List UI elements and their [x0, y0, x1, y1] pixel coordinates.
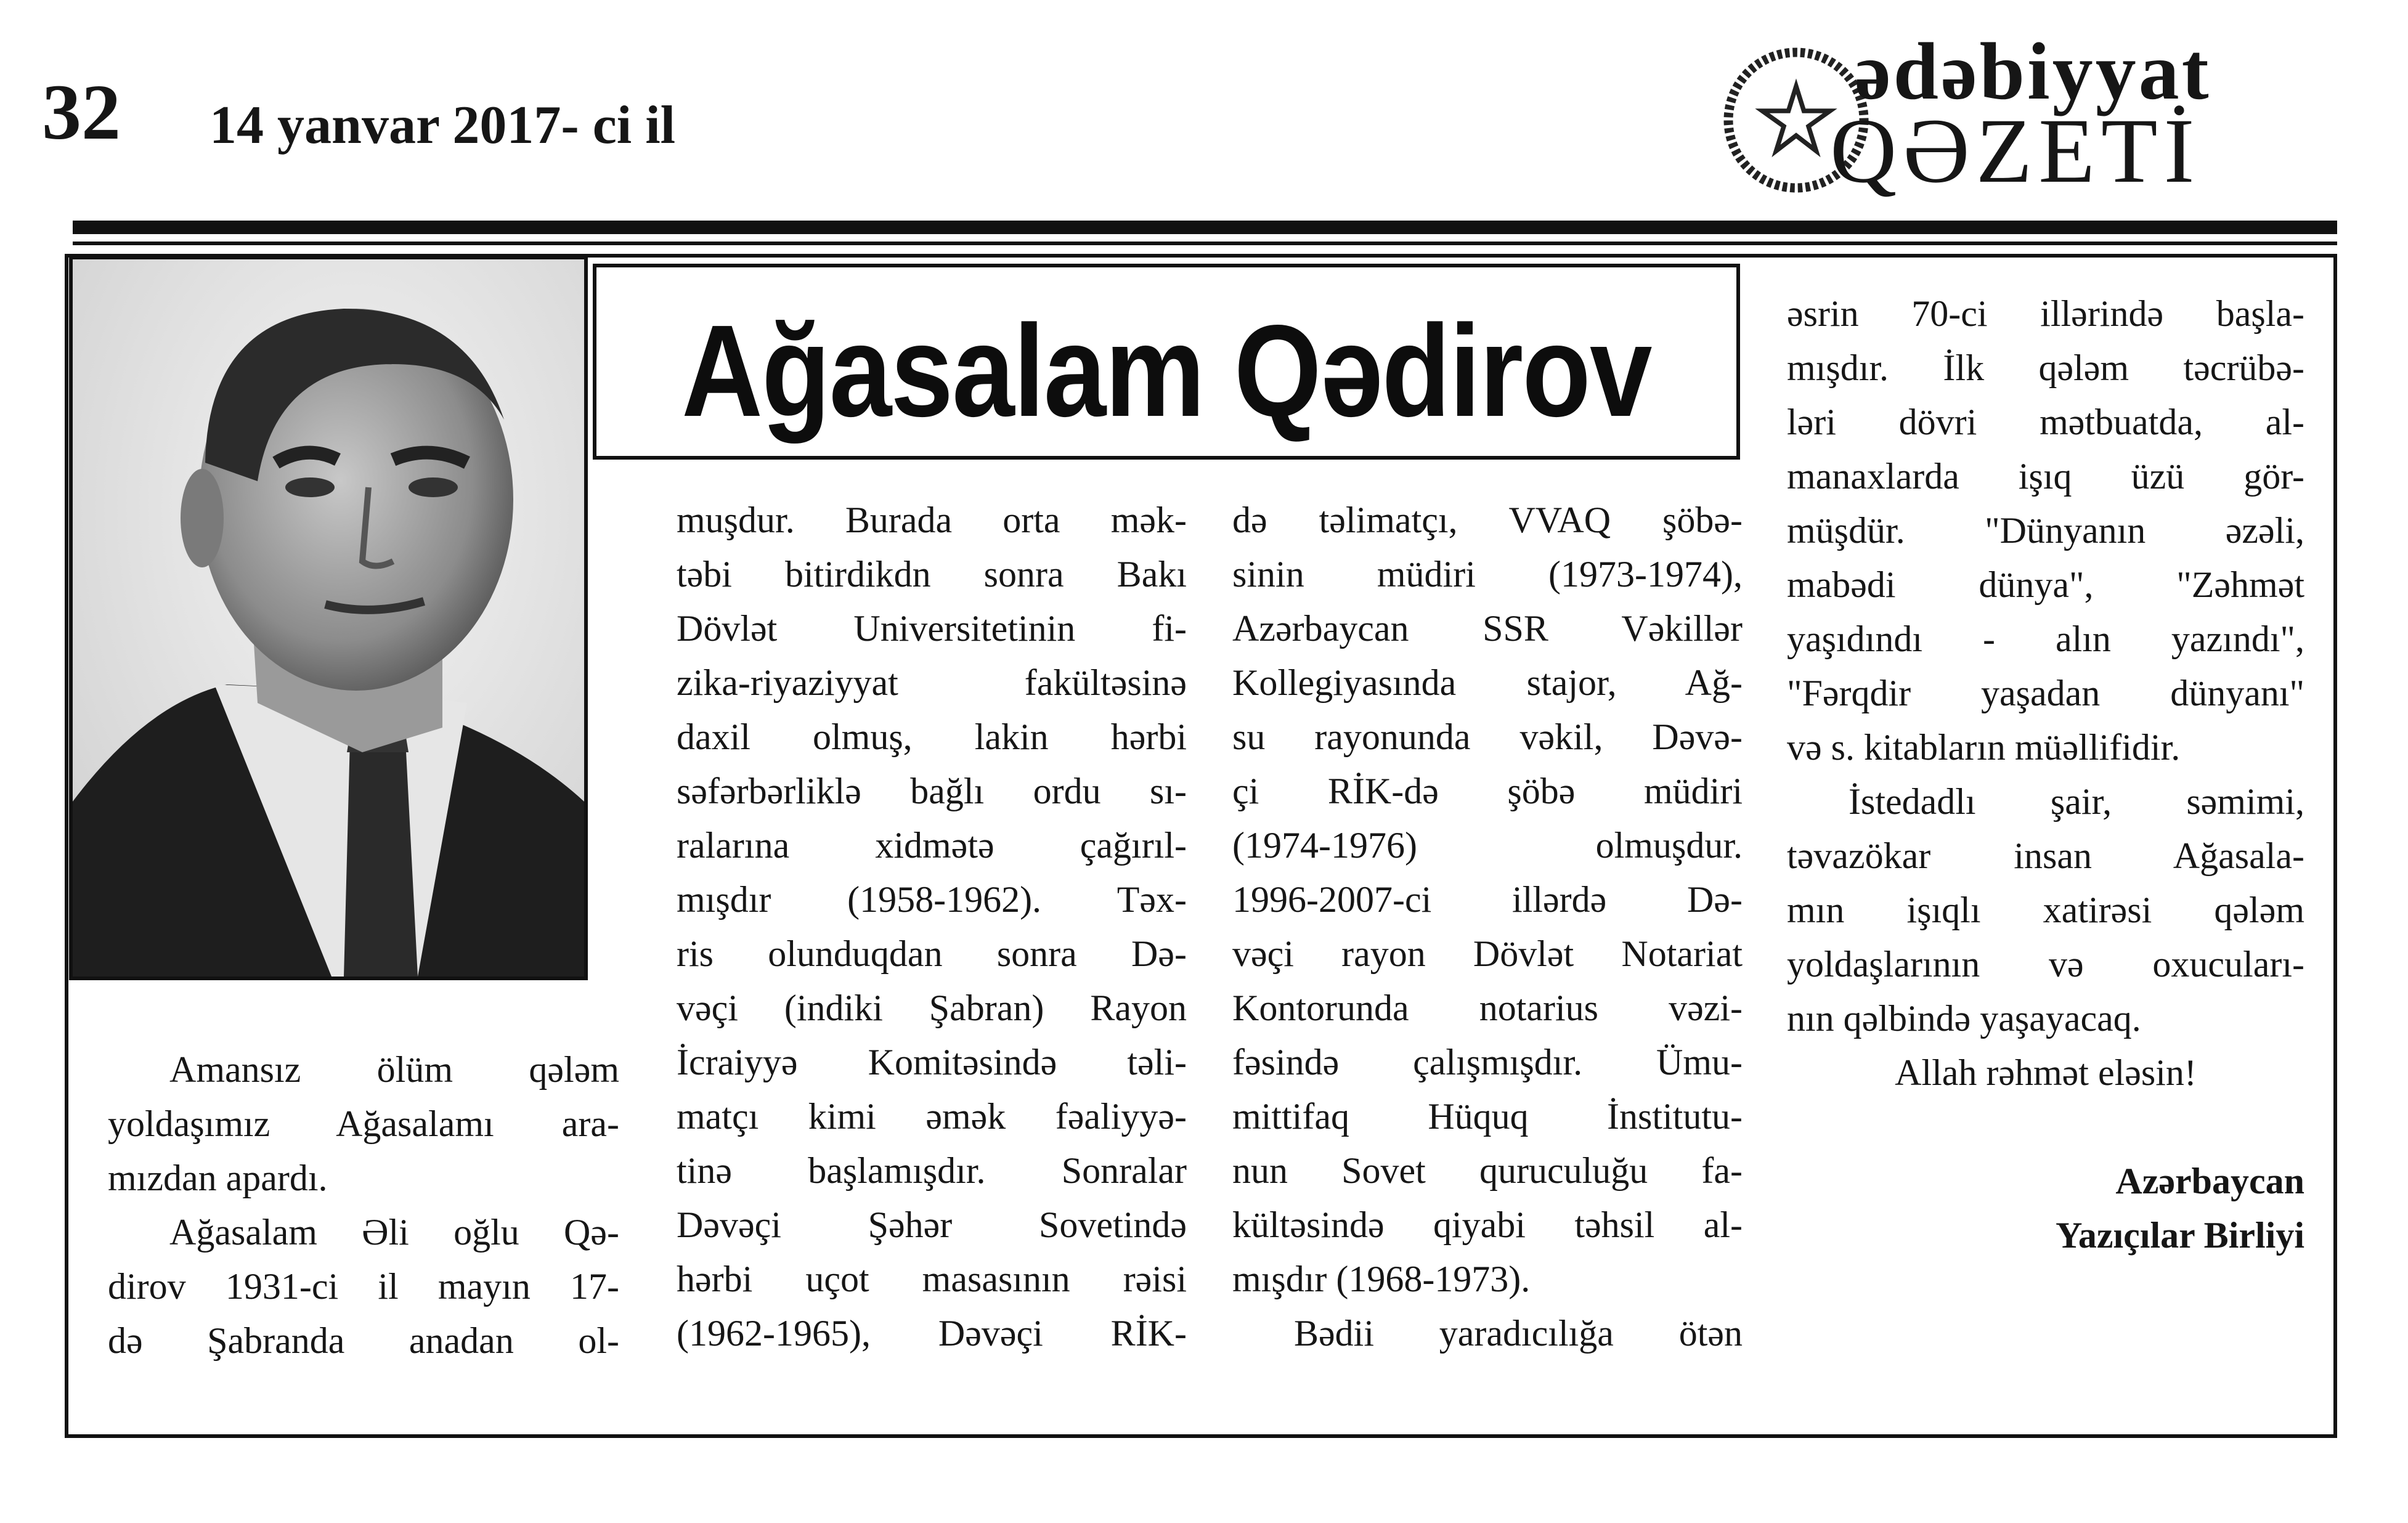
text-line: mızdan apardı. [108, 1158, 328, 1198]
article-column-1 [108, 1042, 619, 1368]
text-line: Azərbaycan SSR Vəkillər [1232, 608, 1743, 649]
portrait-photo [69, 256, 588, 980]
portrait-figure-icon [73, 259, 584, 977]
text-line: Kollegiyasında stajor, Ağ- [1232, 662, 1743, 703]
text-line: vəçi (indiki Şabran) Rayon [677, 988, 1187, 1028]
text-line: ralarına xidmətə çağırıl- [677, 825, 1187, 866]
masthead-line-1: ədəbiyyat [1855, 26, 2211, 116]
text-line: mın işıqlı xatirəsi qələm [1787, 890, 2304, 930]
text-line: İstedadlı şair, səmimi, [1849, 781, 2304, 822]
masthead-line-2: QƏZETİ [1830, 100, 2201, 202]
text-line: Amansız ölüm qələm [169, 1049, 619, 1090]
text-line: təvazökar insan Ağasala- [1787, 835, 2304, 876]
text-line: (1974-1976) olmuşdur. [1232, 825, 1743, 866]
text-line: mışdır. İlk qələm təcrübə- [1787, 347, 2304, 388]
text-line: yaşıdındı - alın yazındı", [1787, 619, 2304, 659]
text-line: matçı kimi əmək fəaliyyə- [677, 1096, 1187, 1137]
text-line: kültəsində qiyabi təhsil al- [1232, 1204, 1743, 1245]
signature-line-2: Yazıçılar Birliyi [2056, 1215, 2304, 1256]
text-line: İcraiyyə Komitəsində təli- [677, 1042, 1187, 1082]
text-line: Dəvəçi Şəhər Sovetində [677, 1204, 1187, 1245]
text-line: yoldaşımız Ağasalamı ara- [108, 1103, 619, 1144]
text-line: sinin müdiri (1973-1974), [1232, 554, 1743, 595]
text-line: su rayonunda vəkil, Dəvə- [1232, 717, 1743, 757]
headline: Ağasalam Qədirov [681, 298, 1651, 444]
issue-date: 14 yanvar 2017- ci il [209, 95, 676, 155]
text-line: nın qəlbində yaşayacaq. [1787, 998, 2141, 1039]
text-line: "Fərqdir yaşadan dünyanı" [1787, 673, 2304, 713]
spacer [1787, 1100, 2304, 1154]
article-column-3 [1232, 493, 1743, 1360]
text-line: Kontorunda notarius vəzi- [1232, 988, 1743, 1028]
text-line: və s. kitabların müəllifidir. [1787, 727, 2181, 768]
article-column-2 [677, 493, 1187, 1360]
article-column-4 [1787, 286, 2304, 1262]
masthead-logo [1719, 26, 2274, 203]
text-line: muşdur. Burada orta mək- [677, 500, 1187, 540]
text-line: hərbi uçot masasının rəisi [677, 1259, 1187, 1299]
text-line: ris olunduqdan sonra Də- [677, 933, 1187, 974]
page-number: 32 [42, 68, 121, 156]
text-line: zika-riyaziyyat fakültəsinə [677, 662, 1187, 703]
text-line: fəsində çalışmışdır. Ümu- [1232, 1042, 1743, 1082]
text-line: (1962-1965), Dəvəçi RİK- [677, 1313, 1187, 1354]
text-line: təbi bitirdikdn sonra Bakı [677, 554, 1187, 595]
text-line: yoldaşlarının və oxucuları- [1787, 944, 2304, 985]
text-line: mabədi dünya", "Zəhmət [1787, 564, 2304, 605]
text-line: səfərbərliklə bağlı ordu sı- [677, 771, 1187, 811]
signature-line-1: Azərbaycan [2115, 1161, 2304, 1201]
text-line: dirov 1931-ci il mayın 17- [108, 1266, 619, 1307]
text-line: daxil olmuş, lakin hərbi [677, 717, 1187, 757]
text-line: Dövlət Universitetinin fi- [677, 608, 1187, 649]
text-line: mittifaq Hüquq İnstitutu- [1232, 1096, 1743, 1137]
text-line: 1996-2007-ci illərdə Də- [1232, 879, 1743, 920]
text-line: Ağasalam Əli oğlu Qə- [169, 1212, 619, 1253]
text-line: vəçi rayon Dövlət Notariat [1232, 933, 1743, 974]
text-line: mışdır (1968-1973). [1232, 1259, 1531, 1299]
text-line: Bədii yaradıcılığa ötən [1294, 1313, 1743, 1354]
text-line: tinə başlamışdır. Sonralar [677, 1150, 1187, 1191]
text-line: mışdır (1958-1962). Təx- [677, 879, 1187, 920]
text-line: ləri dövri mətbuatda, al- [1787, 402, 2304, 442]
header-rule-thin [73, 242, 2337, 245]
text-line: çi RİK-də şöbə müdiri [1232, 771, 1743, 811]
text-line: Allah rəhmət eləsin! [1895, 1052, 2197, 1093]
header-rule-thick [73, 221, 2337, 234]
text-line: əsrin 70-ci illərində başla- [1787, 293, 2304, 334]
text-line: nun Sovet quruculuğu fa- [1232, 1150, 1743, 1191]
headline-box [593, 264, 1740, 460]
text-line: də təlimatçı, VVAQ şöbə- [1232, 500, 1743, 540]
text-line: də Şabranda anadan ol- [108, 1320, 619, 1361]
text-line: manaxlarda işıq üzü gör- [1787, 456, 2304, 497]
text-line: müşdür. "Dünyanın əzəli, [1787, 510, 2304, 551]
